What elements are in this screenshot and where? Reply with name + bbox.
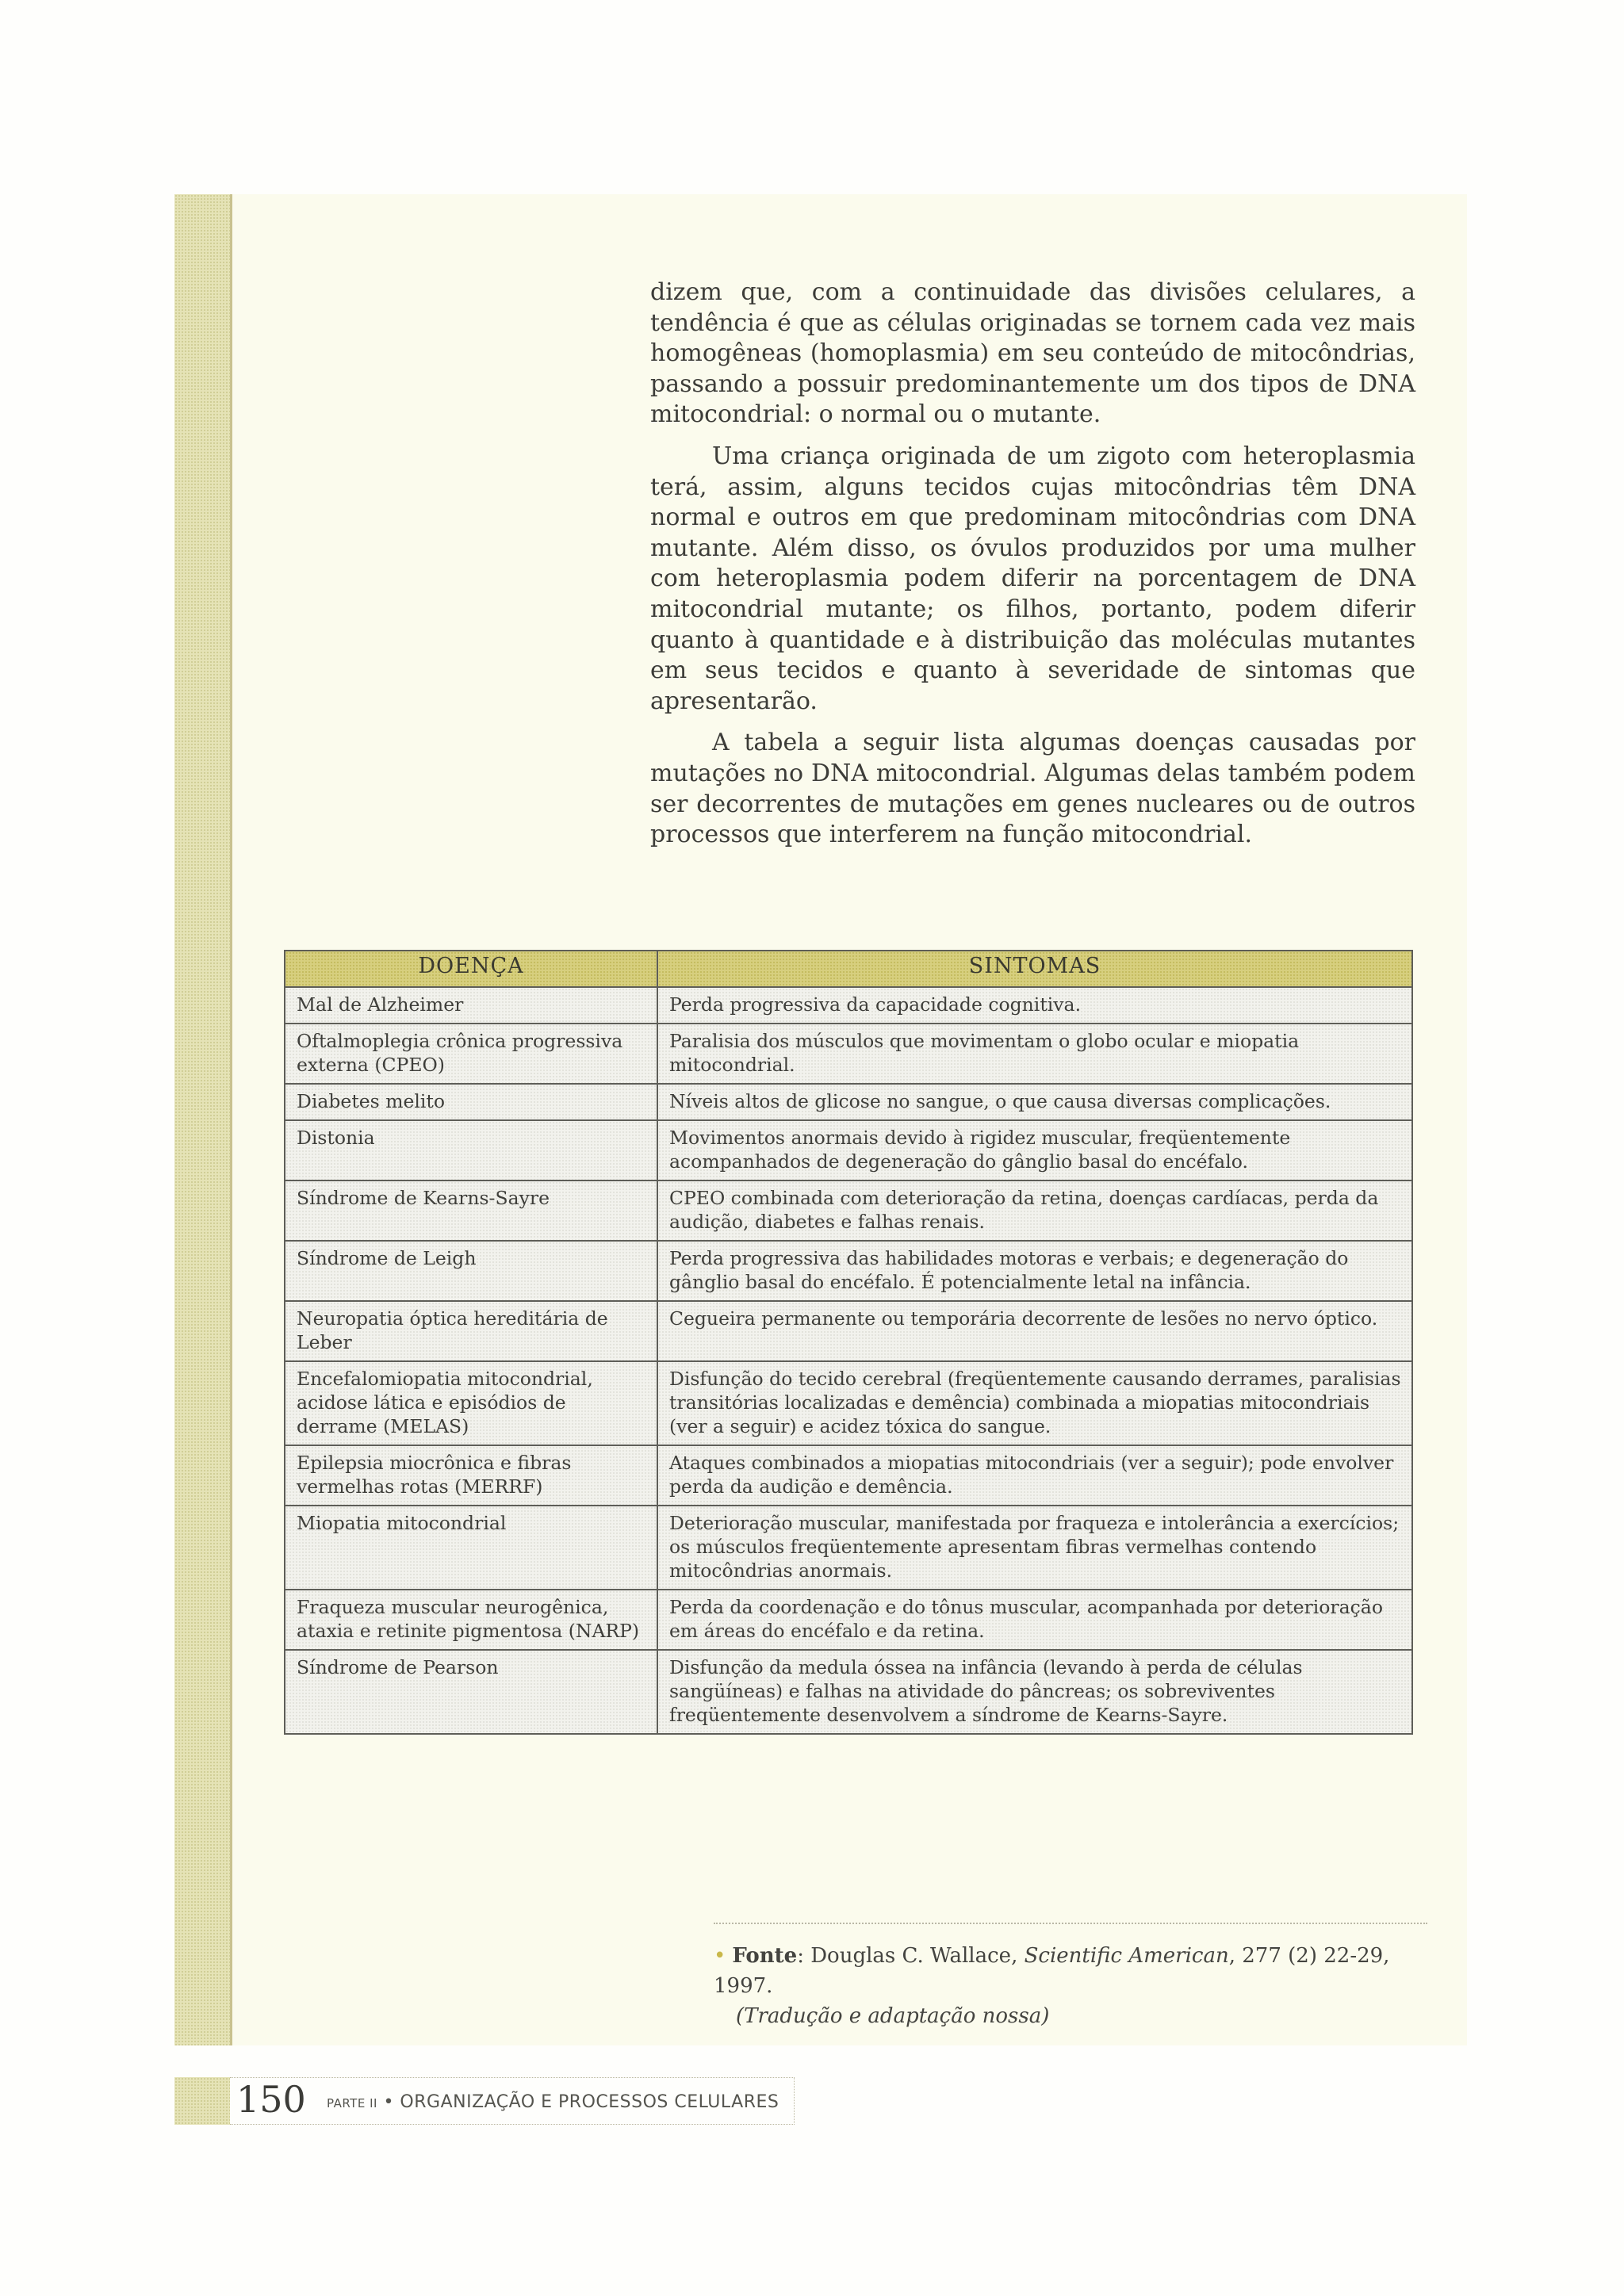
paragraph: Uma criança originada de um zigoto com heteroplasmia terá, assim, alguns tecidos cujas mitocôndrias têm DNA normal e outros em que predominam mitocôndrias com DNA mutante. Além disso, os óvulos produzidos por uma mulher com heteroplasmia podem diferir na porcentagem de DNA mitocondrial mutante; os filhos, portanto, podem diferir quanto à quantidade e à distribuição das moléculas mutantes em seus tecidos e quanto à severidade de sintomas que apresentarão. [650, 442, 1415, 715]
source-prefix: : Douglas C. Wallace, [797, 1944, 1025, 1968]
table-row [285, 1181, 1412, 1241]
table-row [285, 1650, 1412, 1734]
table-row [285, 1590, 1412, 1650]
symptoms-cell: Perda progressiva da capacidade cognitiva. [657, 987, 1412, 1024]
source-line [714, 1941, 1443, 2001]
header-doenca: DOENÇA [285, 951, 657, 987]
symptoms-cell: Disfunção da medula óssea na infância (levando à perda de células sangüíneas) e falhas na atividade do pâncreas; os sobreviventes freqüentemente desenvolvem a síndrome de Kearns-Sayre. [657, 1650, 1412, 1734]
table-row [285, 1024, 1412, 1084]
disease-table [284, 950, 1413, 1735]
symptoms-cell: Ataques combinados a miopatias mitocondriais (ver a seguir); pode envolver perda da audição e demência. [657, 1445, 1412, 1506]
disease-cell: Miopatia mitocondrial [285, 1506, 657, 1590]
disease-cell: Epilepsia miocrônica e fibras vermelhas rotas (MERRF) [285, 1445, 657, 1506]
source-suffix: , 277 (2) 22-29, 1997. [714, 1944, 1390, 1998]
symptoms-cell: Perda da coordenação e do tônus muscular, acompanhada por deterioração em áreas do encéfalo e da retina. [657, 1590, 1412, 1650]
disease-cell: Distonia [285, 1120, 657, 1181]
symptoms-cell: Deterioração muscular, manifestada por fraqueza e intolerância a exercícios; os músculos freqüentemente apresentam fibras vermelhas contendo mitocôndrias anormais. [657, 1506, 1412, 1590]
disease-cell: Diabetes melito [285, 1084, 657, 1120]
source-citation [714, 1941, 1443, 2031]
table-row [285, 1506, 1412, 1590]
running-footer [327, 2091, 779, 2115]
symptoms-cell: Perda progressiva das habilidades motoras e verbais; e degeneração do gânglio basal do encéfalo. É potencialmente letal na infância. [657, 1241, 1412, 1301]
bullet-icon: • [714, 1944, 726, 1968]
paragraph: dizem que, com a continuidade das divisões celulares, a tendência é que as células originadas se tornem cada vez mais homogêneas (homoplasmia) em seu conteúdo de mitocôndrias, passando a possuir predominantemente um dos tipos de DNA mitocondrial: o normal ou o mutante. [650, 278, 1415, 429]
table-row [285, 1241, 1412, 1301]
footer-part: PARTE II [327, 2096, 377, 2110]
source-label: Fonte [732, 1944, 798, 1968]
footer-section: ORGANIZAÇÃO E PROCESSOS CELULARES [400, 2092, 779, 2112]
symptoms-cell: Níveis altos de glicose no sangue, o que causa diversas complicações. [657, 1084, 1412, 1120]
symptoms-cell: CPEO combinada com deterioração da retina, doenças cardíacas, perda da audição, diabetes e falhas renais. [657, 1181, 1412, 1241]
source-divider [714, 1923, 1427, 1924]
disease-cell: Fraqueza muscular neurogênica, ataxia e retinite pigmentosa (NARP) [285, 1590, 657, 1650]
disease-cell: Mal de Alzheimer [285, 987, 657, 1024]
table-row [285, 1084, 1412, 1120]
header-sintomas: SINTOMAS [657, 951, 1412, 987]
table-row [285, 1361, 1412, 1445]
body-text [650, 277, 1415, 862]
disease-cell: Síndrome de Leigh [285, 1241, 657, 1301]
source-journal: Scientific American [1024, 1944, 1229, 1968]
table-row [285, 1445, 1412, 1506]
footer-decoration [174, 2077, 230, 2125]
footer-separator: • [383, 2092, 394, 2112]
paragraph: A tabela a seguir lista algumas doenças causadas por mutações no DNA mitocondrial. Algumas delas também podem ser decorrentes de mutações em genes nucleares ou de outros processos que interferem na função mitocondrial. [650, 729, 1415, 849]
disease-cell: Encefalomiopatia mitocondrial, acidose lática e episódios de derrame (MELAS) [285, 1361, 657, 1445]
side-rule [230, 194, 232, 2045]
disease-cell: Neuropatia óptica hereditária de Leber [285, 1301, 657, 1361]
table-row [285, 1301, 1412, 1361]
disease-cell: Síndrome de Kearns-Sayre [285, 1181, 657, 1241]
symptoms-cell: Disfunção do tecido cerebral (freqüentemente causando derrames, paralisias transitórias localizadas e demência) combinada a miopatias mitocondriais (ver a seguir) e acidez tóxica do sangue. [657, 1361, 1412, 1445]
symptoms-cell: Paralisia dos músculos que movimentam o globo ocular e miopatia mitocondrial. [657, 1024, 1412, 1084]
disease-cell: Oftalmoplegia crônica progressiva externa (CPEO) [285, 1024, 657, 1084]
symptoms-cell: Movimentos anormais devido à rigidez muscular, freqüentemente acompanhados de degeneração do gânglio basal do encéfalo. [657, 1120, 1412, 1181]
source-note: (Tradução e adaptação nossa) [736, 2004, 1050, 2028]
side-decoration-strip [174, 194, 230, 2045]
table-header-row [285, 951, 1412, 987]
disease-cell: Síndrome de Pearson [285, 1650, 657, 1734]
page-number: 150 [236, 2078, 306, 2121]
symptoms-cell: Cegueira permanente ou temporária decorrente de lesões no nervo óptico. [657, 1301, 1412, 1361]
table-row [285, 987, 1412, 1024]
table-row [285, 1120, 1412, 1181]
